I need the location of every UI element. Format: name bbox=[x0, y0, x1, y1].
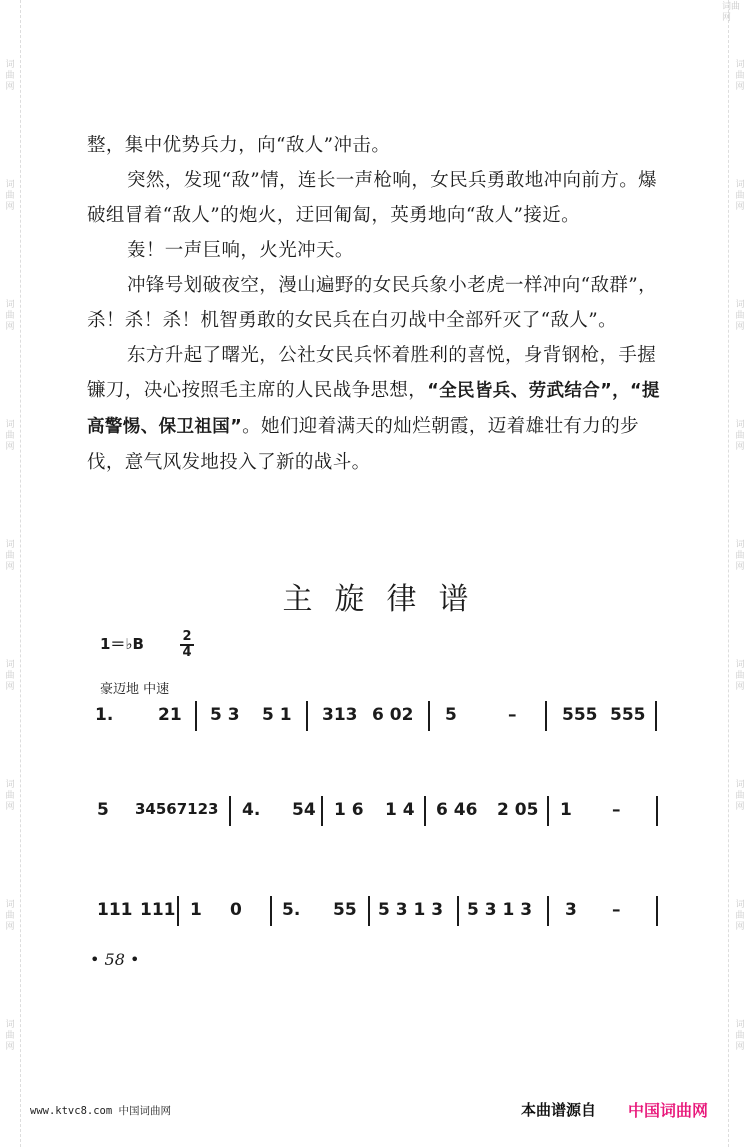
note-group: 6 02 bbox=[372, 705, 414, 725]
watermark-right: 词 曲 网 bbox=[735, 60, 745, 92]
watermark-left: 词 曲 网 bbox=[5, 300, 15, 332]
note-group: 5 bbox=[97, 800, 109, 820]
barline bbox=[656, 796, 658, 826]
time-signature: 2 4 bbox=[180, 631, 194, 659]
watermark-left: 词 曲 网 bbox=[5, 540, 15, 572]
watermark-right: 词 曲 网 bbox=[735, 180, 745, 212]
note-group: 5 3 1 3 bbox=[467, 900, 533, 920]
note-group: 313 bbox=[322, 705, 358, 725]
note-group: 5 3 1 3 bbox=[378, 900, 444, 920]
note-group: 555 bbox=[562, 705, 598, 725]
barline bbox=[195, 701, 197, 731]
watermark-right: 词 曲 网 bbox=[735, 420, 745, 452]
watermark-left: 词 曲 网 bbox=[5, 660, 15, 692]
note-group: 6 46 bbox=[436, 800, 478, 820]
watermark-right: 词 曲 网 bbox=[735, 900, 745, 932]
footer-source-label: 本曲谱源自 bbox=[521, 1101, 597, 1119]
note-group: 0 bbox=[230, 900, 242, 920]
paragraph-text: 。她们迎着满天的灿烂朝霞，迈着雄壮有力的步伐，意气风发地投入了新的战斗。 bbox=[87, 416, 640, 473]
paragraph-text: 东方升起了曙光，公社女民兵怀着胜利的喜悦，身背钢枪，手握镰刀，决心按照毛主席的人民战争思想， bbox=[87, 345, 657, 401]
note-group: 5 3 bbox=[210, 705, 240, 725]
barline bbox=[306, 701, 308, 731]
watermark-right: 词 曲 网 bbox=[735, 540, 745, 572]
note-group: 4. bbox=[242, 800, 261, 820]
barline bbox=[368, 896, 370, 926]
watermark-right: 词 曲 网 bbox=[735, 660, 745, 692]
note-group: 1 6 bbox=[334, 800, 364, 820]
note-group: 5 bbox=[445, 705, 457, 725]
paragraph: 轰！一声巨响，火光冲天。 bbox=[127, 240, 354, 261]
note-group: 555 bbox=[610, 705, 646, 725]
watermark-left: 词 曲 网 bbox=[5, 780, 15, 812]
note-group: 1 4 bbox=[385, 800, 415, 820]
paragraph: 冲锋号划破夜空，漫山遍野的女民兵象小老虎一样冲向“敌群”，杀！杀！杀！机智勇敢的女民兵在白刃战中全部歼灭了“敌人”。 bbox=[87, 275, 658, 331]
note-group: – bbox=[612, 800, 621, 820]
note-group: 21 bbox=[158, 705, 182, 725]
barline bbox=[428, 701, 430, 731]
slogan-text: “全民皆兵、劳武结合”，“提高警惕、保卫祖国” bbox=[87, 381, 660, 437]
barline bbox=[177, 896, 179, 926]
note-group: – bbox=[508, 705, 517, 725]
watermark-right: 词 曲 网 bbox=[735, 780, 745, 812]
article-body bbox=[87, 128, 667, 480]
barline bbox=[545, 701, 547, 731]
watermark-left: 词 曲 网 bbox=[5, 60, 15, 92]
note-group: 1 bbox=[190, 900, 202, 920]
watermark-left: 词 曲 网 bbox=[5, 900, 15, 932]
note-group: 54 bbox=[292, 800, 316, 820]
score-line-3 bbox=[0, 900, 751, 940]
watermark-left: 词 曲 网 bbox=[5, 420, 15, 452]
watermark-top-right: 词曲网 bbox=[722, 2, 741, 23]
paragraph: 整，集中优势兵力，向“敌人”冲击。 bbox=[87, 135, 391, 156]
watermark-right: 词 曲 网 bbox=[735, 300, 745, 332]
page-number: • 58 • bbox=[90, 950, 140, 969]
barline bbox=[547, 896, 549, 926]
barline bbox=[457, 896, 459, 926]
note-group: 55 bbox=[333, 900, 357, 920]
note-group: 3 bbox=[565, 900, 577, 920]
note-group: 1 bbox=[560, 800, 572, 820]
note-group: – bbox=[612, 900, 621, 920]
barline bbox=[424, 796, 426, 826]
section-title: 主旋律谱 bbox=[282, 582, 491, 617]
note-group: 111 bbox=[97, 900, 133, 920]
barline bbox=[655, 701, 657, 731]
watermark-right: 词 曲 网 bbox=[735, 1020, 745, 1052]
watermark-left: 词 曲 网 bbox=[5, 1020, 15, 1052]
key-signature: 1＝♭B bbox=[100, 635, 144, 653]
paragraph: 突然，发现“敌”情，连长一声枪响，女民兵勇敢地冲向前方。爆破组冒着“敌人”的炮火，迂回匍匐，英勇地向“敌人”接近。 bbox=[87, 170, 658, 226]
score-line-2 bbox=[0, 800, 751, 840]
note-group: 2 05 bbox=[497, 800, 539, 820]
note-group: 5. bbox=[282, 900, 301, 920]
note-group: 5 1 bbox=[262, 705, 292, 725]
note-group: 111 bbox=[140, 900, 176, 920]
footer-site-text: www.ktvc8.com 中国词曲网 bbox=[30, 1105, 172, 1117]
footer-brand-link[interactable]: 中国词曲网 bbox=[628, 1101, 709, 1120]
watermark-left: 词 曲 网 bbox=[5, 180, 15, 212]
barline bbox=[656, 896, 658, 926]
score-line-1 bbox=[0, 705, 751, 745]
note-group: 1. bbox=[95, 705, 114, 725]
tempo-marking: 豪迈地 中速 bbox=[100, 682, 170, 697]
barline bbox=[547, 796, 549, 826]
paragraph bbox=[87, 338, 667, 480]
barline bbox=[321, 796, 323, 826]
note-group: 34567123 bbox=[135, 800, 219, 818]
barline bbox=[229, 796, 231, 826]
barline bbox=[270, 896, 272, 926]
